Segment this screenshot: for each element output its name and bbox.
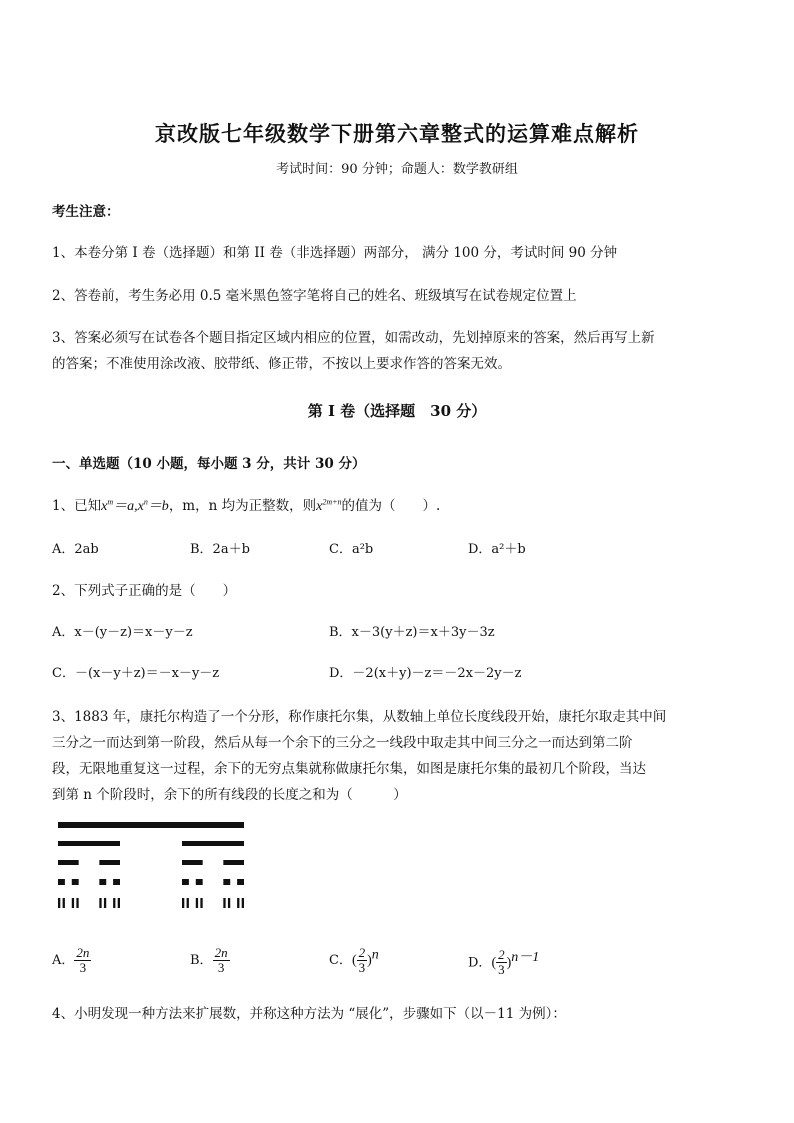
- cantor-stage-3-segment-0: [58, 879, 65, 885]
- q3-option-a-numerator: 2n: [76, 945, 90, 960]
- cantor-stage-4-segment-0: [58, 898, 60, 908]
- cantor-stage-4-segment-15: [242, 898, 244, 908]
- cantor-stage-4-segment-6: [113, 898, 115, 908]
- question-2-stem: 2、下列式子正确的是（ ）: [52, 583, 237, 599]
- cantor-stage-3-segment-1: [72, 879, 79, 885]
- cantor-stage-4-segment-7: [118, 898, 120, 908]
- q2-option-d[interactable]: D．－2(x＋y)－z＝－2x－2y－z: [329, 666, 522, 681]
- question-1-stem: [52, 494, 440, 515]
- cantor-stage-3-segment-3: [113, 879, 120, 885]
- cantor-set-figure: [58, 822, 248, 922]
- cantor-stage-0-segment-0: [58, 822, 244, 828]
- cantor-stage-3-segment-4: [182, 879, 189, 885]
- q3-option-c-label: C．: [329, 953, 352, 968]
- question-3-line-3: 段，无限地重复这一过程，余下的无穷点集就称做康托尔集，如图是康托尔集的最初几个阶段，当达: [52, 761, 646, 777]
- q3-option-c[interactable]: C．( $\frac{2}{3}$ )$^n$: [329, 945, 379, 975]
- cantor-stage-4-segment-10: [196, 898, 198, 908]
- q2-option-c[interactable]: C．－(x－y＋z)＝－x－y－z: [52, 666, 220, 681]
- page-title: 京改版七年级数学下册第六章整式的运算难点解析: [155, 121, 639, 146]
- question-3-line-4: 到第 n 个阶段时，余下的所有线段的长度之和为（ ）: [52, 787, 407, 803]
- q3-option-a-label: A．: [52, 953, 75, 968]
- q1-option-b[interactable]: B．2a＋b: [190, 542, 250, 557]
- q3-option-a-fraction: [74, 946, 91, 975]
- q3-option-d-fraction: [496, 948, 507, 977]
- cantor-stage-2-segment-3: [223, 860, 244, 865]
- q3-option-a-denominator: 3: [79, 960, 87, 975]
- q3-option-d-numerator: 2: [498, 947, 505, 963]
- cantor-stage-2-segment-1: [99, 860, 120, 865]
- notice-item-3-line-2: 的答案；不准使用涂改液、胶带纸、修正带，不按以上要求作答的答案无效。: [52, 356, 511, 372]
- cantor-stage-4-segment-4: [99, 898, 101, 908]
- notice-item-3-line-1: 3、答案必须写在试卷各个题目指定区域内相应的位置，如需改动，先划掉原来的答案，然后再写上新: [52, 330, 655, 346]
- q1-stem-suffix: 的值为（ ）.: [341, 498, 441, 514]
- q1-option-c[interactable]: C．a²b: [329, 542, 374, 557]
- q3-option-b-fraction: [213, 946, 230, 975]
- q3-option-b-denominator: 3: [217, 960, 225, 975]
- q3-option-a[interactable]: [52, 946, 91, 975]
- notice-item-1: 1、本卷分第 I 卷（选择题）和第 II 卷（非选择题）两部分， 满分 100 分，考试时间 90 分钟: [52, 245, 618, 261]
- section-1-heading: 一、单选题（10 小题，每小题 3 分，共计 30 分）: [52, 456, 366, 472]
- q3-option-b-label: B．: [190, 953, 213, 968]
- part-1-title: 第 I 卷（选择题 30 分）: [307, 402, 487, 420]
- q1-expression: $x^{2m+n}$: [316, 497, 342, 514]
- q3-option-d-denominator: 3: [498, 962, 505, 978]
- cantor-stage-3-segment-6: [223, 879, 230, 885]
- cantor-stage-2-segment-0: [58, 860, 79, 865]
- cantor-stage-4-segment-14: [237, 898, 239, 908]
- q3-option-c-denominator: 3: [358, 960, 366, 975]
- q3-option-c-exponent: n: [371, 947, 379, 963]
- cantor-stage-4-segment-8: [182, 898, 184, 908]
- cantor-stage-4-segment-13: [228, 898, 230, 908]
- q1-option-d[interactable]: D．a²＋b: [468, 542, 526, 557]
- q2-option-b[interactable]: B．x－3(y＋z)＝x＋3y－3z: [329, 625, 495, 640]
- cantor-stage-1-segment-0: [58, 841, 120, 846]
- cantor-stage-4-segment-9: [187, 898, 189, 908]
- cantor-stage-4-segment-11: [200, 898, 202, 908]
- cantor-stage-3-segment-7: [237, 879, 244, 885]
- cantor-stage-4-segment-2: [72, 898, 74, 908]
- notice-item-2: 2、答卷前，考生务必用 0.5 毫米黑色签字笔将自己的姓名、班级填写在试卷规定位置上: [52, 288, 577, 304]
- cantor-stage-3-segment-5: [196, 879, 203, 885]
- q3-option-b-numerator: 2n: [214, 945, 228, 960]
- question-4-stem: 4、小明发现一种方法来扩展数，并称这种方法为 “展化”，步骤如下（以－11 为例）：: [52, 1006, 566, 1022]
- q1-stem-mid: ，m，n 均为正整数，则: [168, 498, 317, 514]
- q3-option-d-label: D．: [468, 955, 492, 971]
- cantor-stage-4-segment-5: [104, 898, 106, 908]
- q1-condition: $x^m=a,x^n=b$: [101, 497, 169, 514]
- cantor-stage-4-segment-1: [63, 898, 65, 908]
- question-3-line-1: 3、1883 年，康托尔构造了一个分形，称作康托尔集，从数轴上单位长度线段开始，康托尔取走其中间: [52, 709, 667, 725]
- q1-option-a[interactable]: A．2ab: [52, 542, 99, 557]
- q2-option-a[interactable]: A．x－(y－z)＝x－y－z: [52, 625, 193, 640]
- q3-option-c-fraction: [357, 946, 368, 975]
- q3-option-c-numerator: 2: [358, 945, 366, 960]
- q3-option-d[interactable]: D．( $\frac{2}{3}$ )$^{n-1}$: [468, 947, 540, 978]
- exam-meta: 考试时间：90 分钟；命题人：数学教研组: [276, 162, 518, 177]
- cantor-stage-2-segment-2: [182, 860, 203, 865]
- q3-option-d-exponent: n－1: [511, 950, 540, 965]
- notice-heading: 考生注意：: [52, 204, 120, 220]
- q1-stem-prefix: 1、已知: [52, 498, 102, 514]
- q3-option-b[interactable]: [190, 946, 230, 975]
- cantor-stage-1-segment-1: [182, 841, 244, 846]
- cantor-stage-4-segment-12: [223, 898, 225, 908]
- cantor-stage-4-segment-3: [76, 898, 78, 908]
- cantor-stage-3-segment-2: [99, 879, 106, 885]
- question-3-line-2: 三分之一而达到第一阶段，然后从每一个余下的三分之一线段中取走其中间三分之一而达到第二阶: [52, 735, 633, 751]
